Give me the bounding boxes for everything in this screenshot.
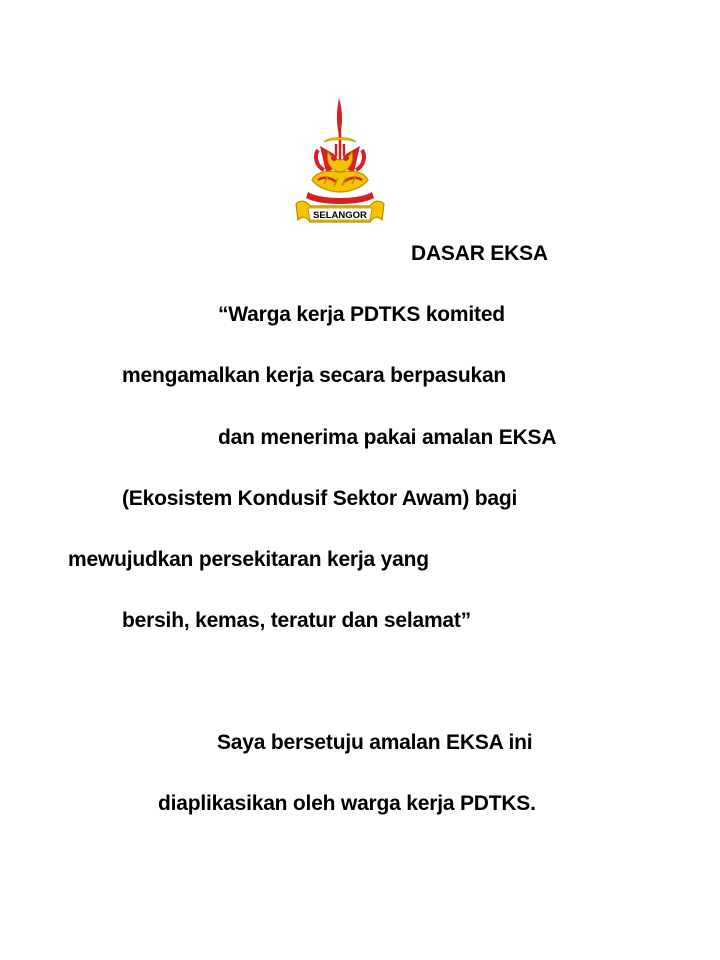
policy-line-5: mewujudkan persekitaran kerja yang: [68, 548, 429, 571]
policy-line-6: bersih, kemas, teratur dan selamat”: [122, 609, 471, 632]
selangor-crest-icon: [290, 96, 390, 232]
agreement-line-2: diaplikasikan oleh warga kerja PDTKS.: [158, 792, 536, 815]
policy-line-4: (Ekosistem Kondusif Sektor Awam) bagi: [122, 487, 518, 510]
agreement-line-1: Saya bersetuju amalan EKSA ini: [217, 731, 533, 754]
policy-line-1: “Warga kerja PDTKS komited: [218, 303, 505, 326]
policy-line-2: mengamalkan kerja secara berpasukan: [122, 364, 507, 387]
crest-banner-text: SELANGOR: [313, 210, 367, 221]
policy-line-3: dan menerima pakai amalan EKSA: [218, 426, 557, 449]
document-heading: DASAR EKSA: [411, 242, 548, 265]
